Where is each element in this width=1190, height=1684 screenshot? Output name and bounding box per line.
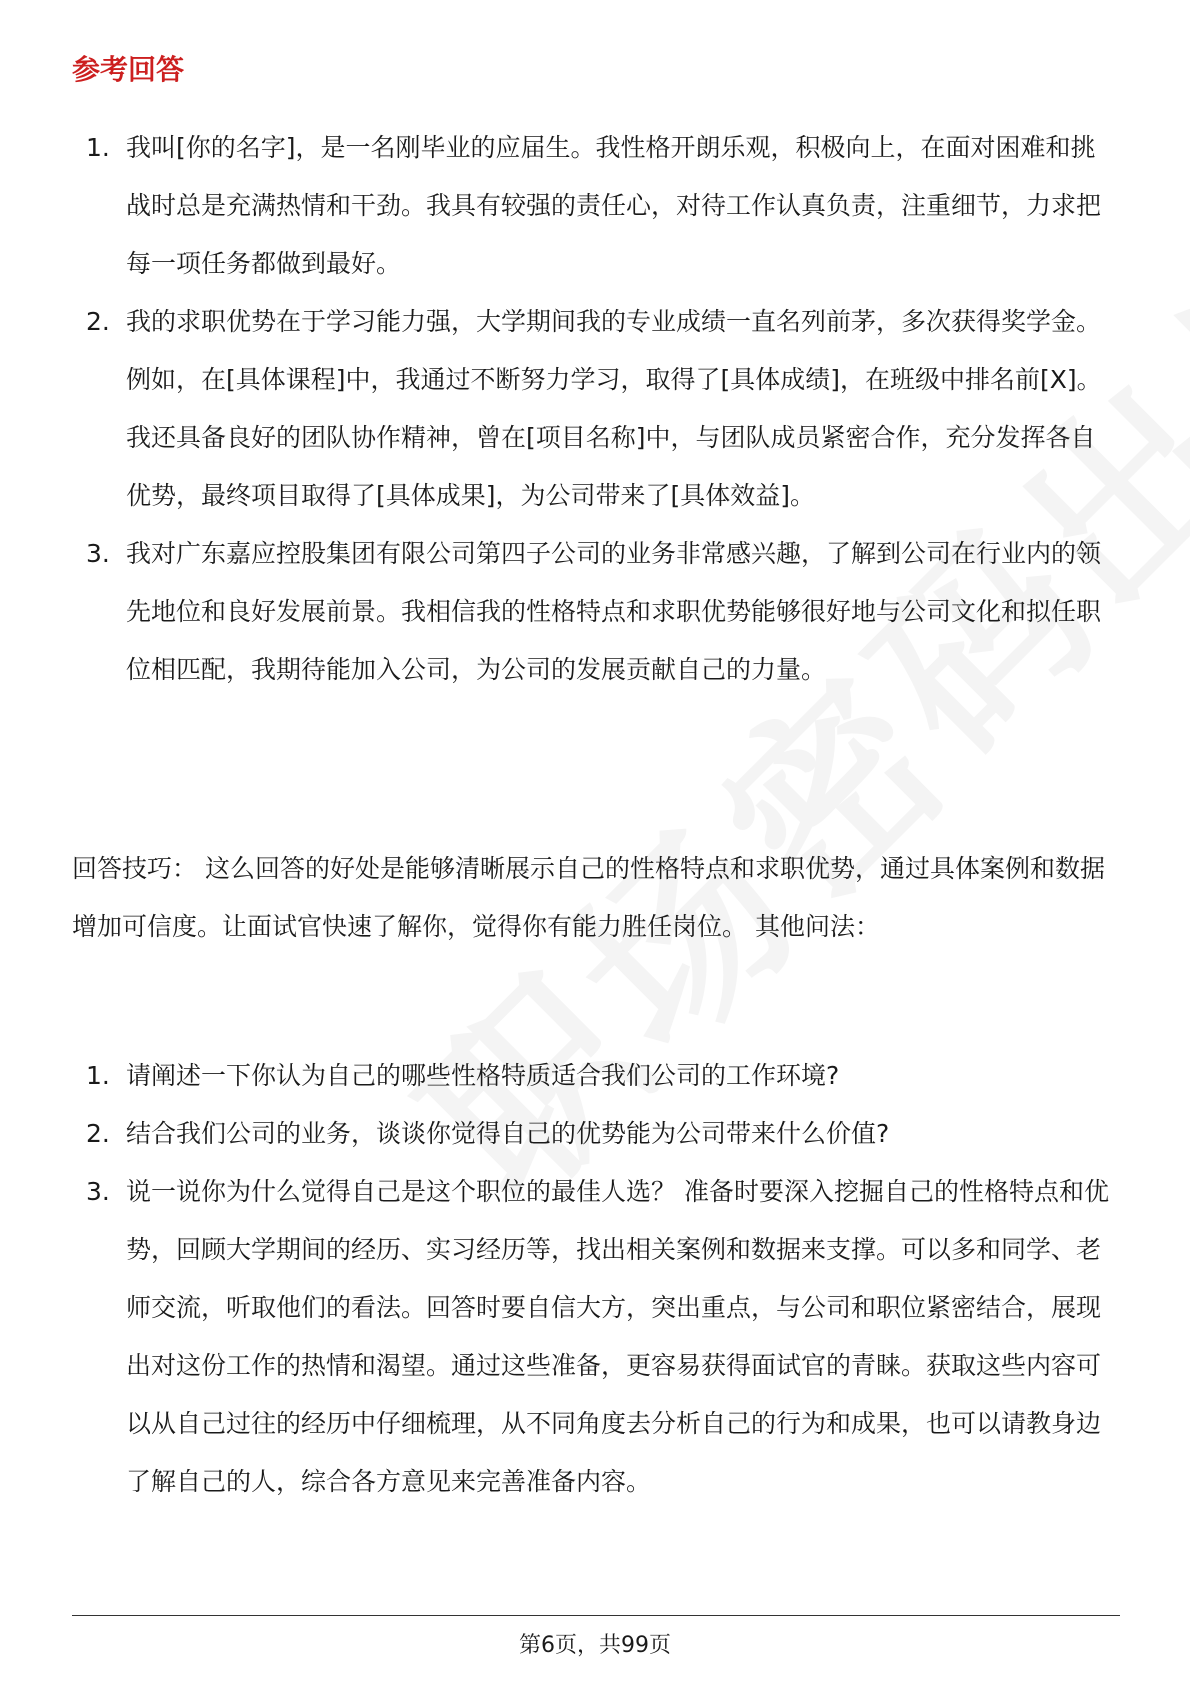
question-item	[72, 1163, 1120, 1511]
item-text: 结合我们公司的业务，谈谈你觉得自己的优势能为公司带来什么价值?	[126, 1119, 890, 1148]
item-number: 3.	[86, 1177, 110, 1206]
item-number: 3.	[86, 539, 110, 568]
item-number: 1.	[86, 133, 110, 162]
other-questions-list	[72, 1047, 1120, 1511]
item-text: 我的求职优势在于学习能力强，大学期间我的专业成绩一直名列前茅，多次获得奖学金。例如，在[具体课程]中，我通过不断努力学习，取得了[具体成绩]，在班级中排名前[X]。我还具备良好的团队协作精神，曾在[项目名称]中，与团队成员紧密合作，充分发挥各自优势，最终项目取得了[具体成果]，为公司带来了[具体效益]。	[126, 307, 1102, 510]
footer-divider	[72, 1615, 1120, 1616]
question-item	[72, 1047, 1120, 1105]
item-number: 2.	[86, 307, 110, 336]
answer-item	[72, 525, 1120, 699]
question-item	[72, 1105, 1120, 1163]
section-title: 参考回答	[72, 53, 185, 86]
answer-item	[72, 119, 1120, 293]
page-footer: 第6页，共99页	[519, 1633, 671, 1658]
answer-tips: 回答技巧： 这么回答的好处是能够清晰展示自己的性格特点和求职优势，通过具体案例和数据增加可信度。让面试官快速了解你，觉得你有能力胜任岗位。 其他问法：	[72, 854, 1105, 941]
item-number: 1.	[86, 1061, 110, 1090]
answer-item	[72, 293, 1120, 525]
item-text: 我叫[你的名字]，是一名刚毕业的应届生。我性格开朗乐观，积极向上，在面对困难和挑战时总是充满热情和干劲。我具有较强的责任心，对待工作认真负责，注重细节，力求把每一项任务都做到最好。	[126, 133, 1102, 278]
answer-list	[72, 119, 1120, 699]
item-number: 2.	[86, 1119, 110, 1148]
item-text: 我对广东嘉应控股集团有限公司第四子公司的业务非常感兴趣，了解到公司在行业内的领先地位和良好发展前景。我相信我的性格特点和求职优势能够很好地与公司文化和拟任职位相匹配，我期待能加入公司，为公司的发展贡献自己的力量。	[126, 539, 1102, 684]
item-text: 说一说你为什么觉得自己是这个职位的最佳人选？ 准备时要深入挖掘自己的性格特点和优势，回顾大学期间的经历、实习经历等，找出相关案例和数据来支撑。可以多和同学、老师交流，听取他们的看法。回答时要自信大方，突出重点，与公司和职位紧密结合，展现出对这份工作的热情和渴望。通过这些准备，更容易获得面试官的青睐。获取这些内容可以从自己过往的经历中仔细梳理，从不同角度去分析自己的行为和成果，也可以请教身边了解自己的人，综合各方意见来完善准备内容。	[126, 1177, 1109, 1496]
item-text: 请阐述一下你认为自己的哪些性格特质适合我们公司的工作环境?	[126, 1061, 840, 1090]
